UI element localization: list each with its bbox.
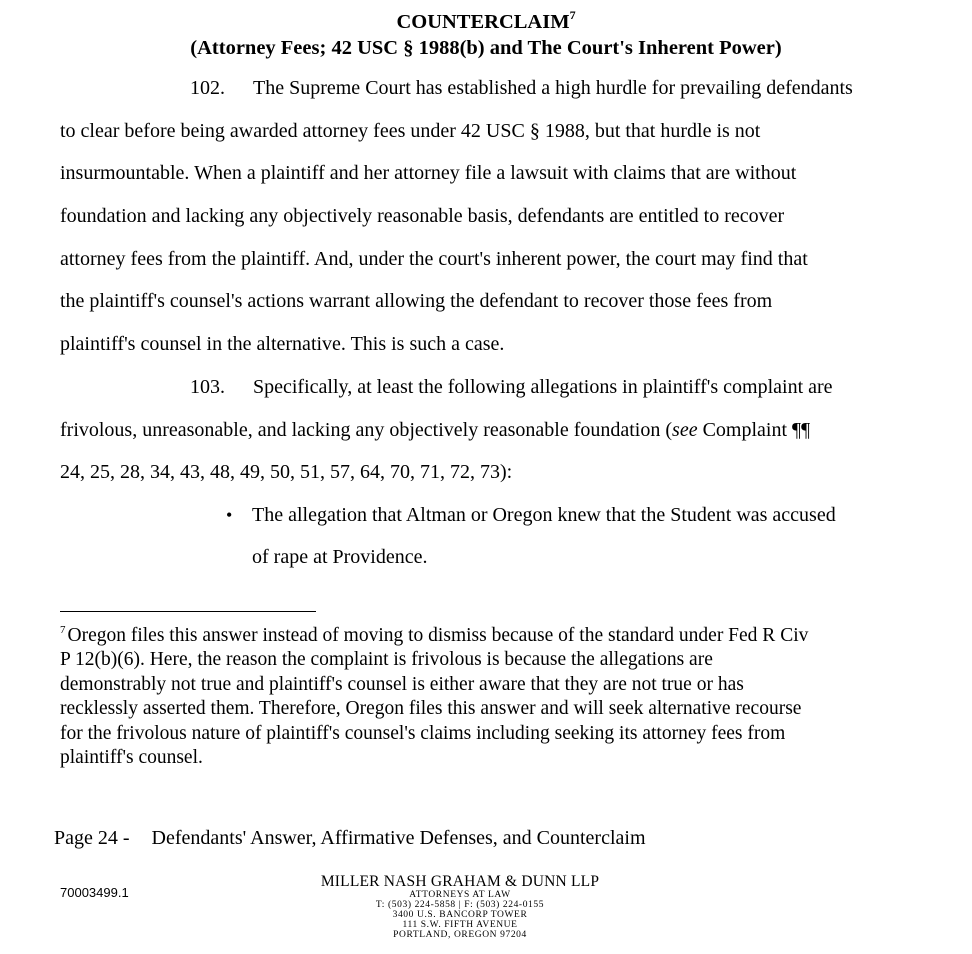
footnote-line: demonstrably not true and plaintiff's counsel is either aware that they are not true or has [60,674,744,695]
footnote-line: recklessly asserted them. Therefore, Oregon files this answer and will seek alternative recourse [60,698,802,719]
paragraph-number: 103. [190,376,225,398]
paragraph-line: 24, 25, 28, 34, 43, 48, 49, 50, 51, 57, 64, 70, 71, 72, 73): [60,461,513,483]
paragraph-line [190,76,853,100]
heading-title-text: COUNTERCLAIM [396,11,570,33]
firm-line: T: (503) 224-5858 | F: (503) 224-0155 [375,900,545,910]
paragraph-line: plaintiff's counsel in the alternative. This is such a case. [60,333,505,355]
firm-line: PORTLAND, OREGON 97204 [393,930,527,940]
paragraph-line [190,375,833,399]
footnote-line: plaintiff's counsel. [60,747,203,768]
page-number: Page 24 - [54,827,130,849]
paragraph-line: to clear before being awarded attorney fees under 42 USC § 1988, but that hurdle is not [60,120,761,142]
document-title: Defendants' Answer, Affirmative Defenses, and Counterclaim [151,827,646,849]
footnote-line: P 12(b)(6). Here, the reason the complaint is frivolous is because the allegations are [60,649,713,670]
paragraph-text: The Supreme Court has established a high hurdle for prevailing defendants [253,77,853,99]
paragraph-line: the plaintiff's counsel's actions warrant allowing the defendant to recover those fees from [60,290,773,312]
firm-line: ATTORNEYS AT LAW [409,890,511,900]
paragraph-line [60,418,810,442]
firm-name: MILLER NASH GRAHAM & DUNN LLP [320,873,600,890]
firm-line: 3400 U.S. BANCORP TOWER [392,910,528,920]
paragraph-number: 102. [190,77,225,99]
paragraph-text: Complaint ¶¶ [697,419,811,441]
paragraph-line: foundation and lacking any objectively reasonable basis, defendants are entitled to recover [60,205,785,227]
document-number: 70003499.1 [60,885,129,900]
list-item: of rape at Providence. [252,546,428,568]
paragraph-text: frivolous, unreasonable, and lacking any objectively reasonable foundation ( [60,419,673,441]
footnote-marker: 7 [60,624,66,636]
heading-title [0,10,972,34]
footnote-line: for the frivolous nature of plaintiff's counsel's claims including seeking its attorney fees from [60,723,786,744]
italic-see: see [672,419,698,441]
list-item: The allegation that Altman or Oregon knew that the Student was accused [252,504,836,526]
footnote-line [60,624,808,648]
paragraph-line: attorney fees from the plaintiff. And, under the court's inherent power, the court may find that [60,248,808,270]
paragraph-line: insurmountable. When a plaintiff and her attorney file a lawsuit with claims that are without [60,162,797,184]
paragraph-text: Specifically, at least the following allegations in plaintiff's complaint are [253,376,833,398]
footnote-ref: 7 [569,8,576,22]
bullet-icon: • [226,505,233,525]
firm-line: 111 S.W. FIFTH AVENUE [402,920,518,930]
page-footer-line [54,826,646,850]
footnote-text: Oregon files this answer instead of moving to dismiss because of the standard under Fed R Civ [67,625,809,646]
heading-subtitle: (Attorney Fees; 42 USC § 1988(b) and The Court's Inherent Power) [190,37,782,59]
footnote-divider [60,611,316,612]
